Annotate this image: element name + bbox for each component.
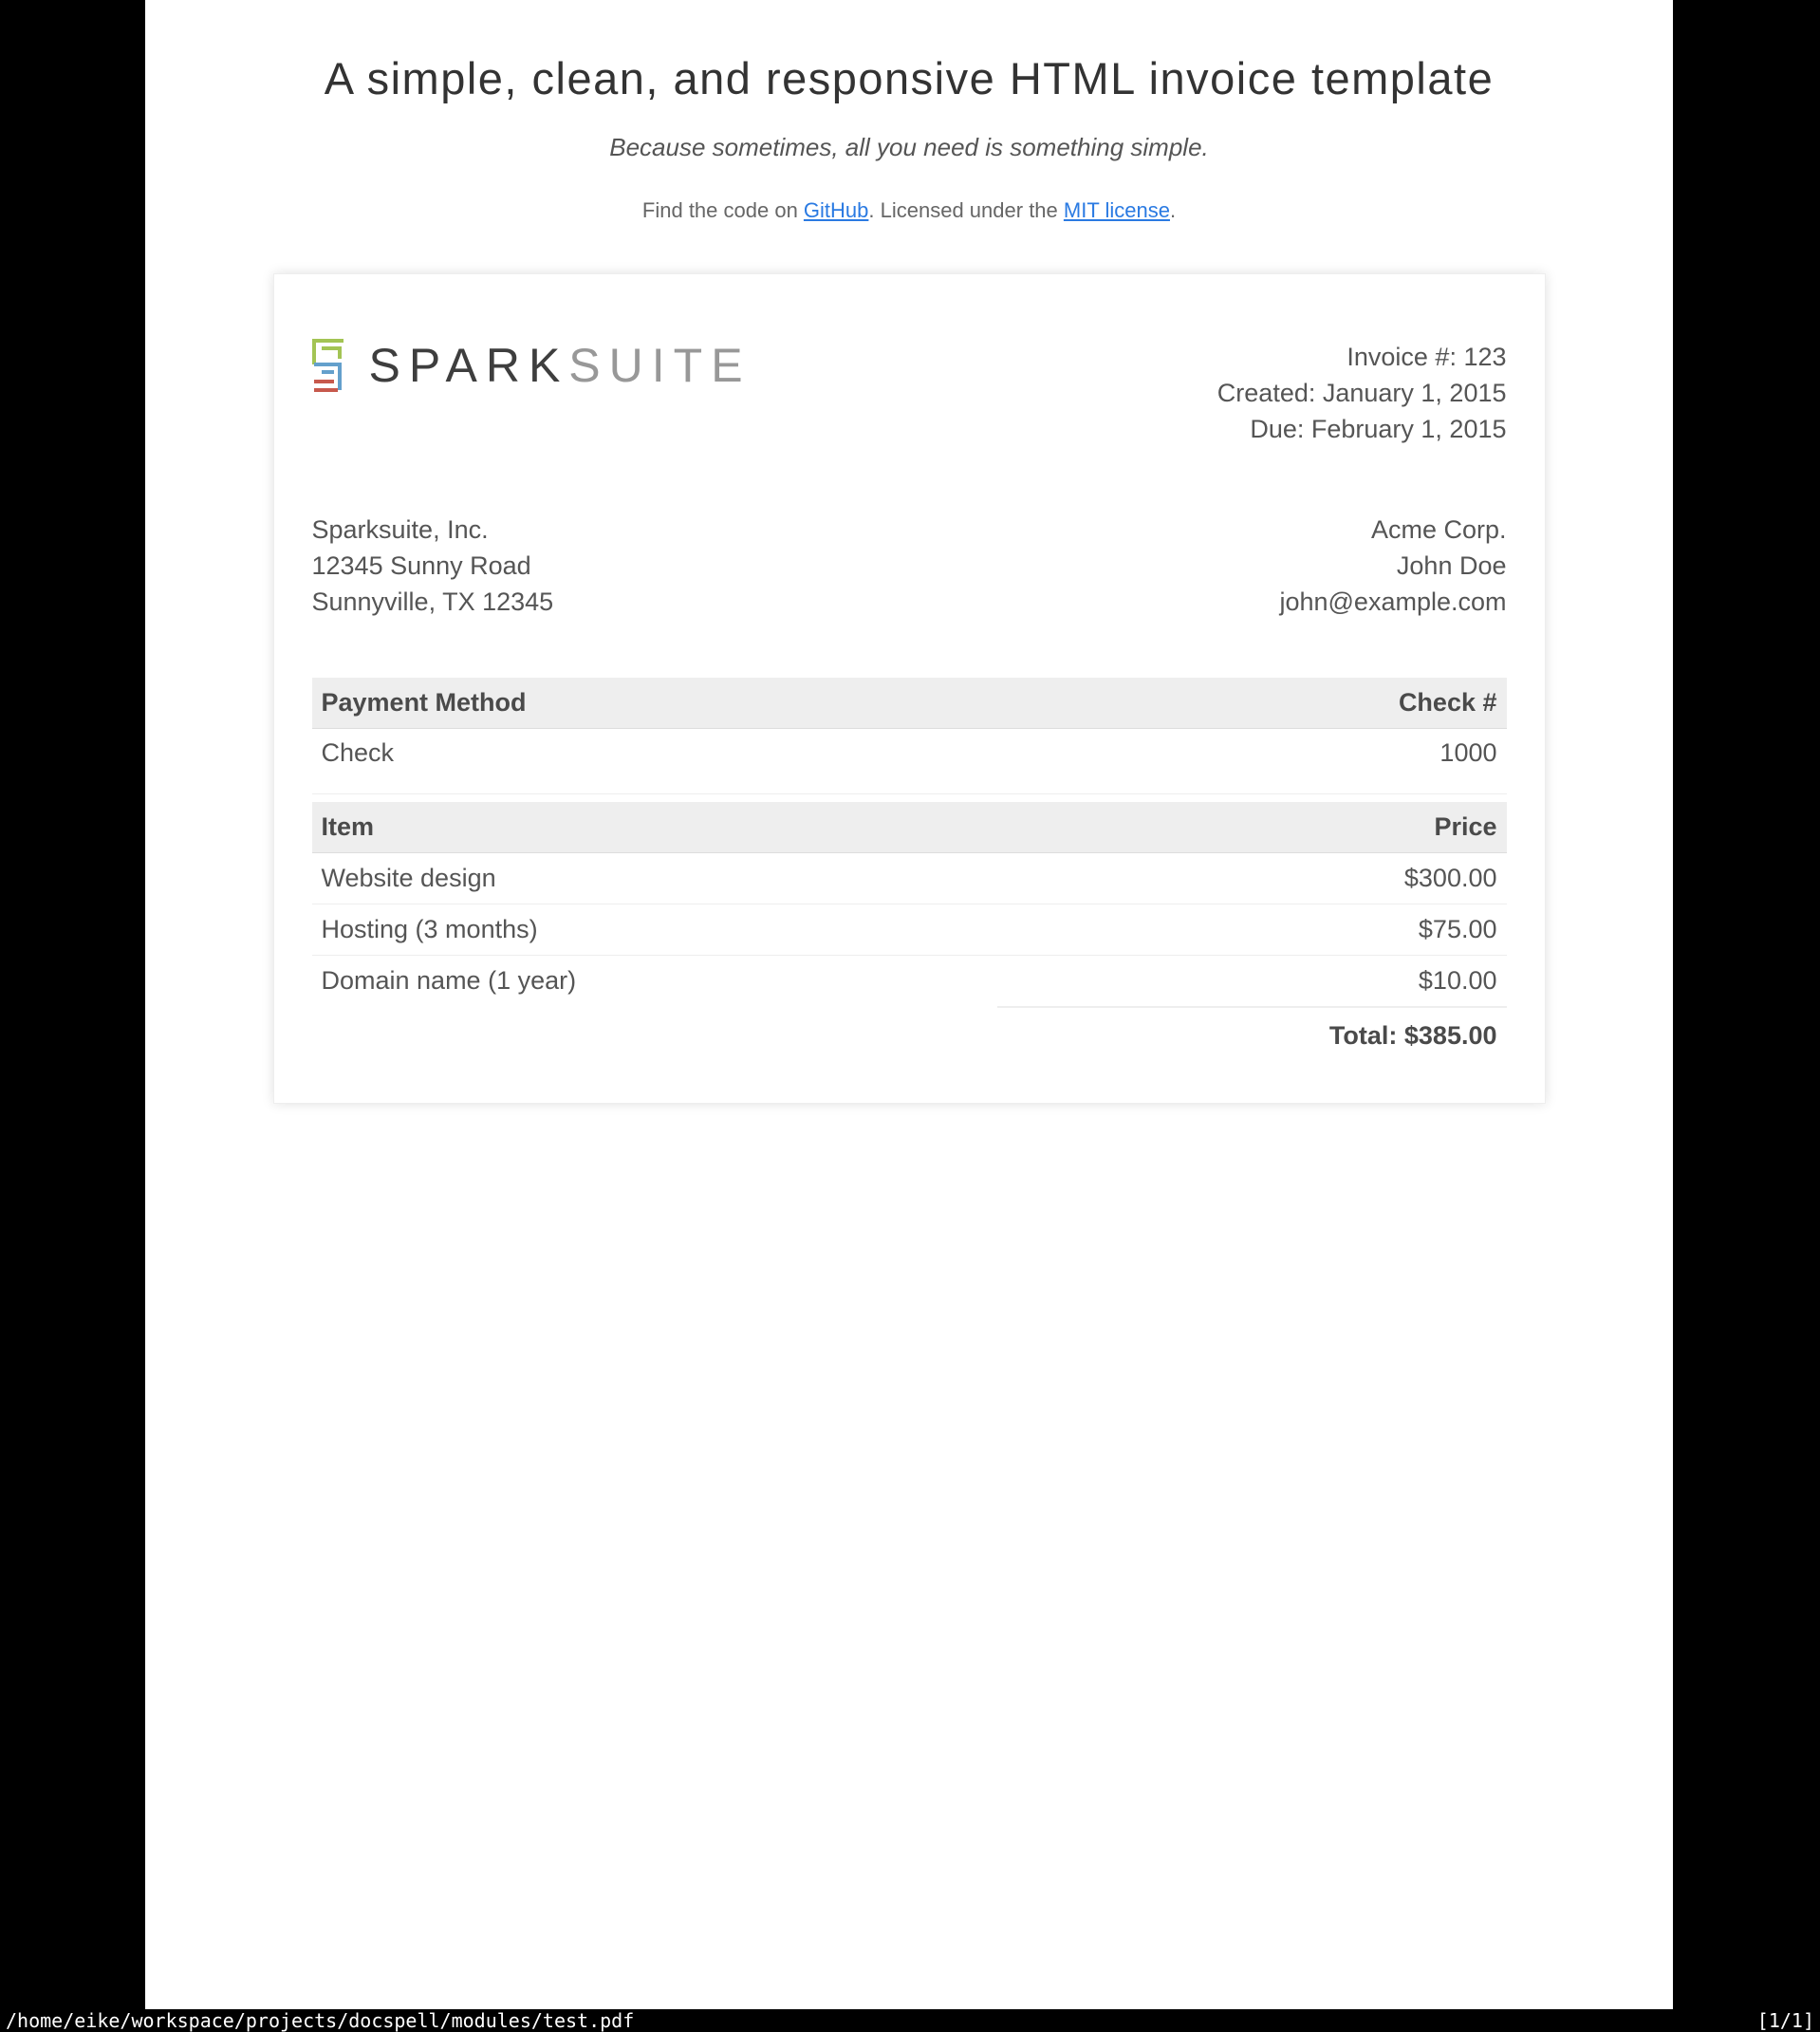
statusbar-filepath: /home/eike/workspace/projects/docspell/modules/test.pdf xyxy=(6,2009,635,2032)
page-title: A simple, clean, and responsive HTML invoice template xyxy=(324,53,1495,103)
item-row xyxy=(312,956,1507,1006)
items-table-header xyxy=(312,802,1507,853)
payment-table-row xyxy=(312,729,1507,794)
price-header-cell: Price xyxy=(1434,812,1497,841)
sparksuite-logo xyxy=(312,339,752,392)
links-line-suffix: . xyxy=(1169,198,1177,222)
pdf-page xyxy=(145,0,1673,2009)
company-address xyxy=(312,512,554,620)
invoice-box xyxy=(273,273,1546,1104)
item-row xyxy=(312,853,1507,904)
sparksuite-wordmark xyxy=(369,339,752,392)
item-price-cell: $10.00 xyxy=(1418,966,1497,995)
mit-license-link[interactable]: MIT license xyxy=(1063,198,1170,222)
payment-method-cell: Check xyxy=(321,738,395,767)
links-line-prefix: Find the code on xyxy=(641,198,804,222)
client-email: john@example.com xyxy=(1279,587,1507,616)
payment-table-header xyxy=(312,678,1507,729)
invoice-created-date: Created: January 1, 2015 xyxy=(1216,379,1507,407)
invoice-due-date: Due: February 1, 2015 xyxy=(1250,415,1507,443)
check-number-cell: 1000 xyxy=(1439,738,1497,767)
item-name-cell: Hosting (3 months) xyxy=(321,915,538,943)
total-row xyxy=(312,1006,1507,1052)
statusbar-page-indicator: [1/1] xyxy=(1756,2009,1814,2032)
invoice-header-row xyxy=(312,339,1507,447)
company-city: Sunnyville, TX 12345 xyxy=(311,587,554,616)
viewer-statusbar xyxy=(0,2009,1820,2032)
total-amount: Total: $385.00 xyxy=(997,1006,1507,1052)
client-name: John Doe xyxy=(1396,551,1507,580)
invoice-addresses-row xyxy=(312,512,1507,620)
item-name-cell: Domain name (1 year) xyxy=(321,966,577,995)
github-link[interactable]: GitHub xyxy=(803,198,869,222)
company-street: 12345 Sunny Road xyxy=(311,551,531,580)
wordmark-suite: SUITE xyxy=(568,339,752,392)
page-subtitle: Because sometimes, all you need is something simple. xyxy=(609,133,1209,161)
invoice-meta xyxy=(1217,339,1507,447)
item-header-cell: Item xyxy=(321,812,375,841)
company-name: Sparksuite, Inc. xyxy=(311,515,489,544)
client-company: Acme Corp. xyxy=(1370,515,1507,544)
invoice-number: Invoice #: 123 xyxy=(1346,343,1507,371)
sparksuite-logo-icon xyxy=(312,339,344,392)
item-name-cell: Website design xyxy=(321,864,496,892)
links-line xyxy=(145,197,1673,224)
client-address xyxy=(1279,512,1506,620)
payment-method-header-cell: Payment Method xyxy=(321,688,527,717)
item-price-cell: $75.00 xyxy=(1418,915,1497,943)
wordmark-spark: SPARK xyxy=(368,339,569,392)
item-row xyxy=(312,904,1507,956)
check-number-header-cell: Check # xyxy=(1398,688,1497,717)
links-line-middle: . Licensed under the xyxy=(868,198,1064,222)
item-price-cell: $300.00 xyxy=(1403,864,1497,892)
